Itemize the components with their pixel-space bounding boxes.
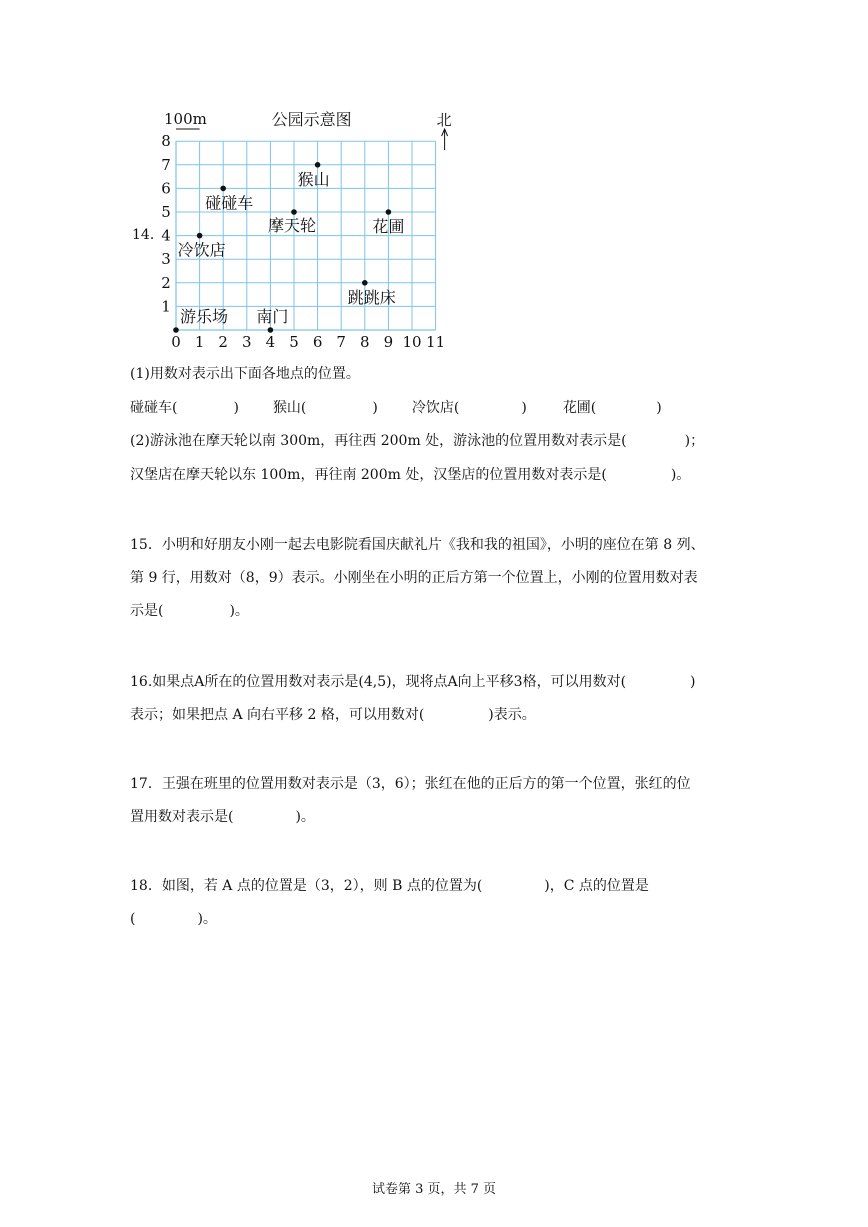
place-label: 碰碰车 (205, 193, 254, 213)
y-tick-label: 5 (161, 203, 171, 221)
place-point (173, 327, 179, 333)
question-14-number: 14． (132, 227, 164, 243)
paren-close: )。 (295, 809, 315, 825)
x-tick-label: 7 (336, 333, 346, 351)
y-tick-label: 6 (161, 179, 171, 198)
q14-part2-line1 (130, 431, 704, 451)
q17-line1: 17．王强在班里的位置用数对表示是（3，6）；张红在他的正后方的第一个位置，张红的位 (130, 776, 691, 792)
fill-cold-drink-label: 冷饮店( (411, 400, 460, 416)
q18-text: ( (130, 911, 136, 927)
y-tick-label: 8 (161, 132, 171, 151)
scale-label: 100m (164, 110, 207, 128)
place-label: 花圃 (372, 217, 405, 236)
q15-line3 (130, 601, 249, 621)
y-tick-label: 7 (161, 155, 171, 174)
x-tick-label: 4 (265, 333, 276, 351)
place-label: 南门 (256, 307, 289, 326)
paren-close: ) (372, 400, 378, 416)
q16-line1 (130, 672, 696, 692)
paren-close: )。 (670, 467, 691, 483)
place-point (386, 209, 392, 215)
q15-text: 示是( (130, 603, 164, 619)
x-tick-label: 6 (312, 333, 323, 351)
y-tick-label: 4 (161, 226, 171, 245)
place-label: 跳跳床 (347, 287, 396, 307)
paren-close: ) (690, 674, 696, 690)
fill-monkey-hill-label: 猴山( (272, 400, 307, 416)
x-tick-label: 11 (426, 333, 446, 351)
y-tick-label: 2 (161, 273, 171, 292)
place-point (268, 327, 274, 333)
x-tick-label: 10 (402, 333, 422, 351)
park-map-diagram (160, 108, 460, 352)
q18-text: 18．如图，若 A 点的位置是（3，2），则 B 点的位置为( (130, 878, 483, 894)
q16-text: 表示；如果把点 A 向右平移 2 格，可以用数对( (130, 707, 425, 723)
y-tick-label: 1 (161, 297, 171, 316)
x-tick-label: 1 (194, 333, 205, 351)
place-label: 猴山 (297, 169, 330, 189)
q14-part2-text: 汉堡店在摩天轮以东 100m，再往南 200m 处，汉堡店的位置用数对表示是( (130, 467, 607, 483)
q14-part1: (1)用数对表示出下面各地点的位置。 (130, 366, 360, 382)
place-point (362, 280, 368, 286)
x-tick-label: 0 (171, 333, 181, 351)
map-title: 公园示意图 (271, 110, 352, 129)
x-tick-label: 3 (242, 333, 252, 351)
x-tick-label: 2 (218, 333, 228, 351)
q17-text: 置用数对表示是( (130, 809, 234, 825)
paren-close: ) (521, 400, 527, 416)
place-point (315, 162, 321, 168)
q15-line2: 第 9 行，用数对（8，9）表示。小刚坐在小明的正后方第一个位置上，小刚的位置用数对表 (130, 570, 698, 586)
q14-part2-text: (2)游泳池在摩天轮以南 300m，再往西 200m 处，游泳池的位置用数对表示是( (130, 433, 627, 449)
q18-line1 (130, 876, 649, 896)
q16-text: 16.如果点A所在的位置用数对表示是(4,5)，现将点A向上平移3格，可以用数对( (130, 674, 627, 690)
paren-close: )。 (229, 603, 249, 619)
page-footer: 试卷第 3 页，共 7 页 (371, 1182, 497, 1197)
place-point (291, 209, 297, 215)
y-tick-label: 3 (161, 250, 171, 269)
q17-line2 (130, 807, 315, 827)
place-label: 游乐场 (180, 307, 229, 326)
q14-fill-row (130, 398, 662, 418)
place-point (197, 233, 203, 239)
q14-part2-line2 (130, 465, 690, 485)
place-point (220, 186, 226, 192)
x-tick-label: 5 (289, 333, 299, 351)
fill-flower-bed-label: 花圃( (562, 400, 597, 416)
place-label: 冷饮店 (177, 240, 226, 260)
q15-line1: 15．小明和好朋友小刚一起去电影院看国庆献礼片《我和我的祖国》，小明的座位在第 8 列、 (130, 537, 705, 553)
place-label: 摩天轮 (268, 216, 317, 235)
paren-close: ) (656, 400, 662, 416)
north-label: 北 (436, 111, 452, 129)
x-tick-label: 8 (360, 333, 370, 351)
paren-close: )表示。 (488, 707, 536, 723)
paren-close: )。 (197, 911, 217, 927)
q18-text: )，C 点的位置是 (544, 878, 649, 894)
paren-close: )； (684, 433, 705, 449)
q18-line2 (130, 909, 217, 929)
fill-bumper-car-label: 碰碰车( (130, 400, 178, 416)
paren-close: ) (233, 400, 239, 416)
x-tick-label: 9 (383, 333, 394, 351)
q16-line2 (130, 705, 536, 725)
